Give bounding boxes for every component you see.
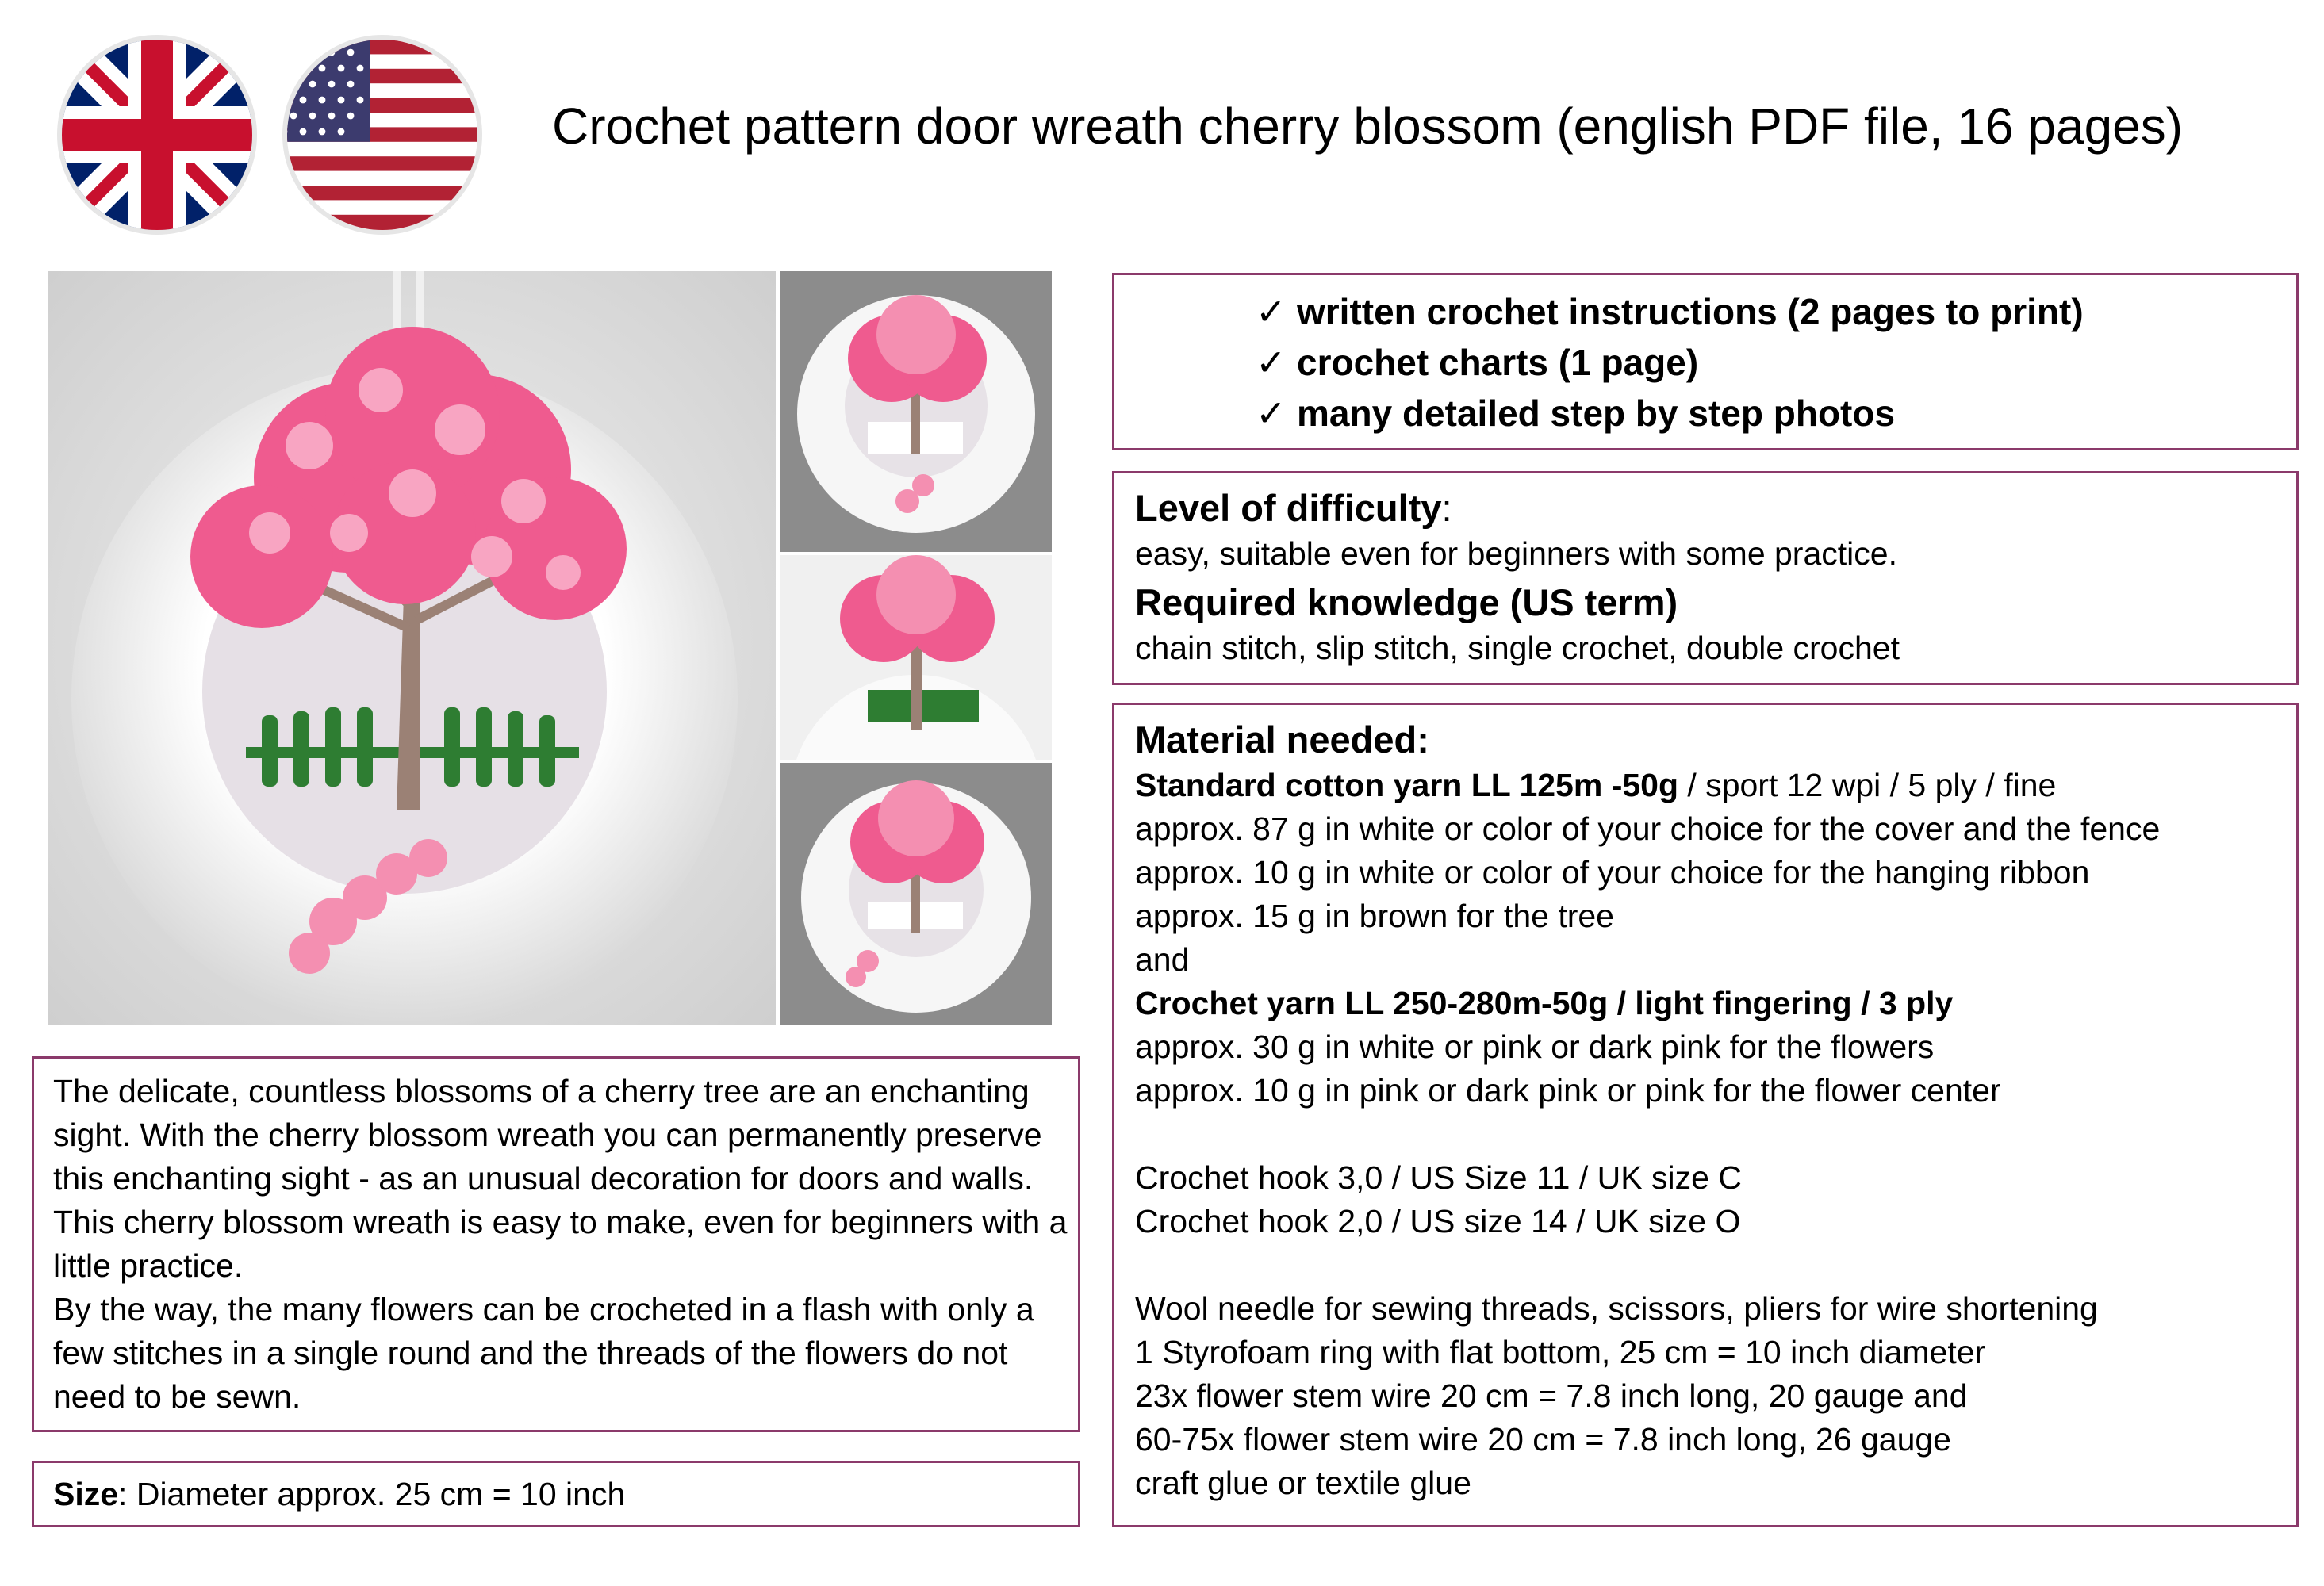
description-paragraph: The delicate, countless blossoms of a cherry tree are an enchanting sight. With the cherry blossom wreath you can permanently preserve this enchanting sight - as an unusual decoration for doors and walls. This cherry blossom wreath is easy to make, even for beginners with a little practice.	[53, 1073, 1068, 1284]
features-box	[1112, 273, 2299, 450]
feature-item: ✓ crochet charts (1 page)	[1256, 337, 2084, 388]
knowledge-heading: Required knowledge (US term)	[1135, 581, 1678, 623]
knowledge-text: chain stitch, slip stitch, single crochet, double crochet	[1135, 630, 1900, 666]
difficulty-box	[1112, 471, 2299, 685]
page-title: Crochet pattern door wreath cherry blossom (english PDF file, 16 pages)	[552, 98, 2184, 155]
hook-line: Crochet hook 2,0 / US size 14 / UK size O	[1135, 1203, 1741, 1239]
wreath-main-photo	[48, 271, 776, 1025]
material-line: approx. 30 g in white or pink or dark pink for the flowers	[1135, 1029, 1935, 1065]
tool-line: 60-75x flower stem wire 20 cm = 7.8 inch long, 26 gauge	[1135, 1421, 1951, 1458]
tool-line: Wool needle for sewing threads, scissors, pliers for wire shortening	[1135, 1290, 2098, 1327]
check-icon: ✓	[1256, 342, 1287, 383]
uk-flag-icon	[57, 35, 257, 235]
material-line: approx. 15 g in brown for the tree	[1135, 898, 1614, 934]
material-heading: Material needed:	[1135, 718, 1429, 760]
material-line: and	[1135, 941, 1190, 978]
size-text: : Diameter approx. 25 cm = 10 inch	[118, 1476, 626, 1512]
size-box	[32, 1461, 1080, 1527]
hook-line: Crochet hook 3,0 / US Size 11 / UK size C	[1135, 1159, 1742, 1196]
tool-line: craft glue or textile glue	[1135, 1465, 1471, 1501]
wreath-thumb-3	[780, 763, 1052, 1025]
difficulty-heading: Level of difficulty:	[1135, 487, 1452, 529]
check-icon: ✓	[1256, 393, 1287, 434]
material-box	[1112, 703, 2299, 1527]
feature-item: ✓ many detailed step by step photos	[1256, 388, 2084, 439]
material-line: approx. 10 g in white or color of your choice for the hanging ribbon	[1135, 854, 2090, 891]
wreath-thumb-1	[780, 271, 1052, 552]
us-flag-icon	[282, 35, 482, 235]
description-box	[32, 1056, 1080, 1432]
description-paragraph: By the way, the many flowers can be crocheted in a flash with only a few stitches in a single round and the threads of the flowers do not need to be sewn.	[53, 1291, 1034, 1415]
yarn2-line: Crochet yarn LL 250-280m-50g / light fingering / 3 ply	[1135, 985, 1954, 1021]
difficulty-text: easy, suitable even for beginners with some practice.	[1135, 535, 1897, 572]
material-line: approx. 10 g in pink or dark pink or pink for the flower center	[1135, 1072, 2001, 1109]
wreath-thumb-2	[780, 555, 1052, 760]
yarn1-line: Standard cotton yarn LL 125m -50g / sport 12 wpi / 5 ply / fine	[1135, 767, 2057, 803]
material-line: approx. 87 g in white or color of your choice for the cover and the fence	[1135, 810, 2161, 847]
check-icon: ✓	[1256, 291, 1287, 332]
size-label: Size	[53, 1476, 119, 1512]
tool-line: 1 Styrofoam ring with flat bottom, 25 cm = 10 inch diameter	[1135, 1334, 1986, 1370]
feature-item: ✓ written crochet instructions (2 pages to print)	[1256, 286, 2084, 337]
tool-line: 23x flower stem wire 20 cm = 7.8 inch long, 20 gauge and	[1135, 1377, 1968, 1414]
